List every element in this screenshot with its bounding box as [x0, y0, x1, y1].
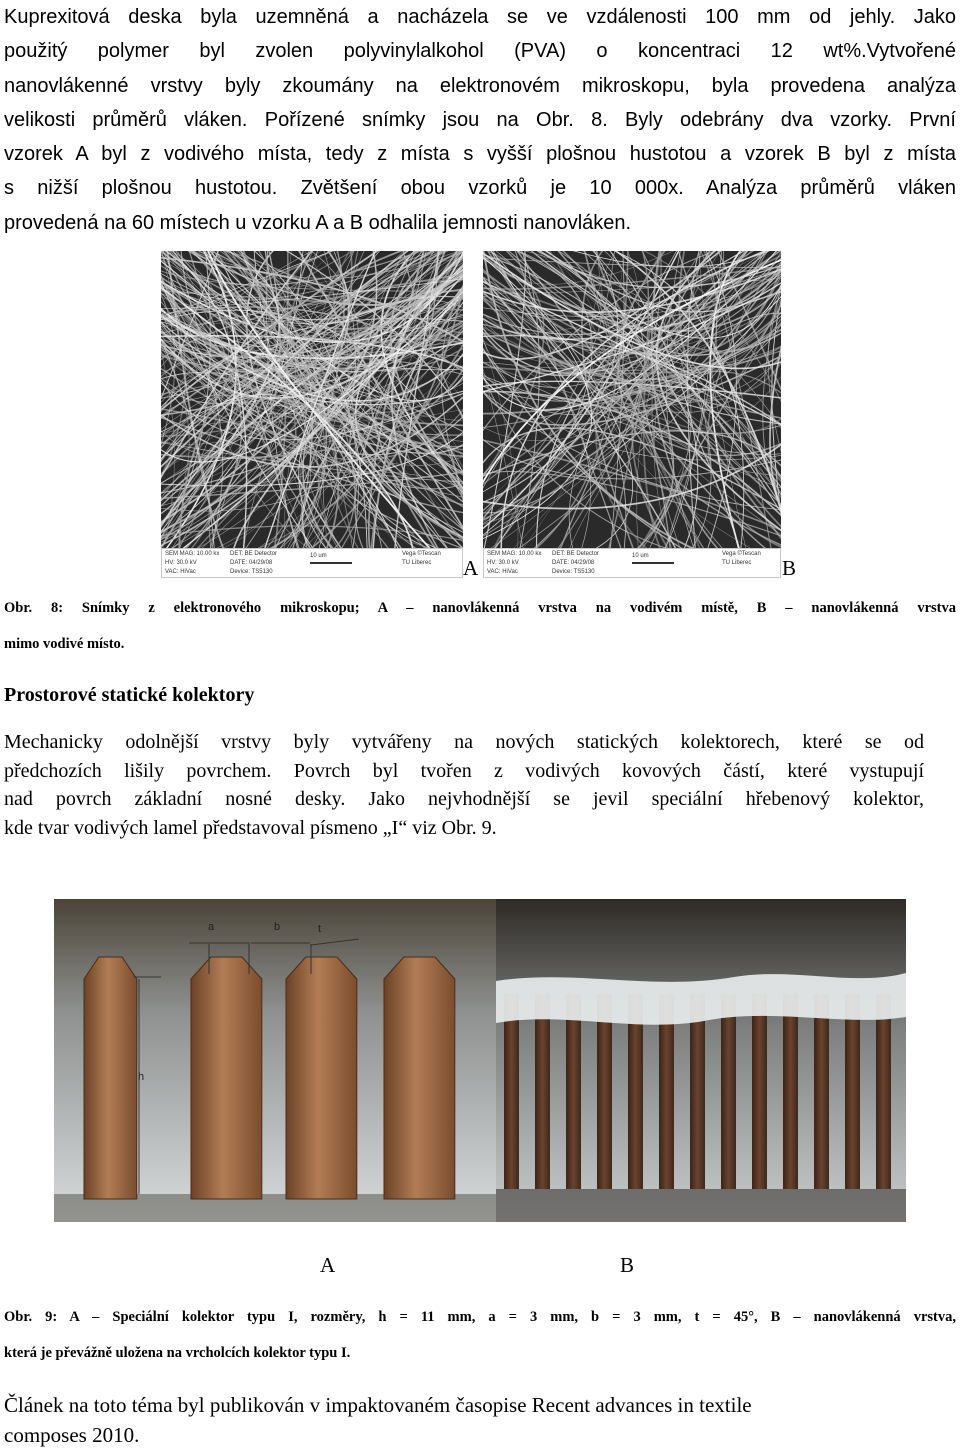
- copper-lamella: [286, 957, 357, 1199]
- collector-lamella: [814, 994, 829, 1189]
- fig9-caption: [4, 1299, 956, 1371]
- collector-lamella: [566, 994, 581, 1189]
- sem-scale-label: 10 um: [310, 553, 327, 559]
- dim-label-h: h: [138, 1071, 145, 1083]
- fig8-label-a: A: [463, 556, 479, 580]
- fiber-texture-a: [161, 251, 463, 548]
- fig8-caption: [4, 590, 956, 662]
- sem-image-b: [483, 251, 781, 548]
- dim-label-a: a: [208, 921, 215, 933]
- sem-institution: TU Liberec: [722, 560, 752, 566]
- collector-photo: [54, 899, 906, 1222]
- paragraph-line: nanovlákenné vrstvy byly zkoumány na elektronovém mikroskopu, byla provedena analýza: [4, 74, 956, 97]
- collector-lamella: [845, 994, 860, 1189]
- sem-device: Device: TS5130: [230, 569, 273, 575]
- fiber-texture-b: [483, 251, 781, 548]
- sem-mag: SEM MAG: 10.00 kx: [165, 551, 220, 557]
- sem-hv: HV: 30.0 kV: [165, 560, 197, 566]
- paragraph-line: Kuprexitová deska byla uzemněná a nacházela se ve vzdálenosti 100 mm od jehly. Jako: [4, 6, 956, 28]
- sem-detector: DET: BE Detector: [230, 551, 278, 557]
- sem-scale-label: 10 um: [632, 553, 649, 559]
- sem-institution: TU Liberec: [402, 560, 432, 566]
- collector-lamella: [721, 994, 736, 1189]
- sem-brand: Vega ©Tescan: [722, 551, 761, 557]
- collector-lamella: [535, 994, 550, 1189]
- paragraph-line: předchozích lišily povrchem. Povrch byl tvořen z vodivých kovových částí, které vystupují: [4, 759, 924, 782]
- collector-photo-drawing: [54, 899, 906, 1222]
- paragraph-line: použitý polymer byl zvolen polyvinylalkohol (PVA) o koncentraci 12 wt%.Vytvořené: [4, 40, 956, 63]
- paragraph-line: s nižší plošnou hustotou. Zvětšení obou vzorků je 10 000x. Analýza průměrů vláken: [4, 177, 956, 200]
- paragraph-line: nad povrch základní nosné desky. Jako nejvhodnější se jevil speciální hřebenový kolektor,: [4, 788, 924, 811]
- scale-bar: [310, 562, 352, 564]
- sem-vac: VAC: HiVac: [165, 569, 196, 575]
- sem-date: DATE: 04/29/08: [552, 560, 595, 566]
- caption-line: Obr. 8: Snímky z elektronového mikroskopu; A – nanovlákenná vrstva na vodivém místě, B – nanovlákenná vrstva: [4, 600, 956, 616]
- collector-lamella: [752, 994, 767, 1189]
- collector-lamella: [504, 994, 519, 1189]
- sem-detector: DET: BE Detector: [552, 551, 600, 557]
- sem-brand: Vega ©Tescan: [402, 551, 441, 557]
- caption-line: mimo vodivé místo.: [4, 636, 125, 652]
- fig8-label-b: B: [782, 556, 797, 580]
- copper-lamella: [84, 957, 137, 1199]
- caption-line: která je převážně uložena na vrcholcích kolektor typu I.: [4, 1345, 351, 1361]
- dim-label-t: t: [318, 923, 322, 935]
- paragraph-line: composes 2010.: [4, 1423, 140, 1447]
- caption-line: Obr. 9: A – Speciální kolektor typu I, rozměry, h = 11 mm, a = 3 mm, b = 3 mm, t = 45°, B – nanovlákenná vrstva,: [4, 1309, 956, 1325]
- paragraph-line: kde tvar vodivých lamel představoval písmeno „I“ viz Obr. 9.: [4, 817, 497, 840]
- copper-lamella: [384, 957, 455, 1199]
- paragraph-line: Článek na toto téma byl publikován v impaktovaném časopise Recent advances in textile: [4, 1393, 752, 1417]
- sem-device: Device: TS5130: [552, 569, 595, 575]
- paragraph-line: provedená na 60 místech u vzorku A a B odhalila jemnosti nanovláken.: [4, 211, 632, 234]
- sem-date: DATE: 04/29/08: [230, 560, 273, 566]
- scale-bar: [632, 562, 674, 564]
- sem-image-a: [161, 251, 463, 548]
- sem-mag: SEM MAG: 10.00 kx: [487, 551, 542, 557]
- sem-vac: VAC: HiVac: [487, 569, 518, 575]
- fig9-label-b: B: [620, 1253, 635, 1277]
- sem-hv: HV: 30.0 kV: [487, 560, 519, 566]
- dim-label-b: b: [274, 921, 281, 933]
- collector-lamella: [783, 994, 798, 1189]
- closing-paragraph: [4, 1390, 924, 1450]
- sem-info-bar-b: [483, 548, 781, 578]
- collector-paragraph: [4, 728, 924, 843]
- paragraph-line: vzorek A byl z vodivého místa, tedy z místa s vyšší plošnou hustotou a vzorek B byl z místa: [4, 143, 956, 166]
- fig9-label-a: A: [320, 1253, 336, 1277]
- paragraph-line: velikosti průměrů vláken. Pořízené snímky jsou na Obr. 8. Byly odebrány dva vzorky. První: [4, 108, 956, 131]
- collector-lamella: [876, 994, 891, 1189]
- paragraph-line: Mechanicky odolnější vrstvy byly vytvářeny na nových statických kolektorech, které se od: [4, 731, 924, 753]
- collector-lamella: [597, 994, 612, 1189]
- copper-lamella: [191, 957, 262, 1199]
- section-heading: Prostorové statické kolektory: [4, 684, 255, 706]
- collector-lamella: [690, 994, 705, 1189]
- sem-info-bar-a: [161, 548, 463, 578]
- intro-paragraph: [4, 0, 956, 240]
